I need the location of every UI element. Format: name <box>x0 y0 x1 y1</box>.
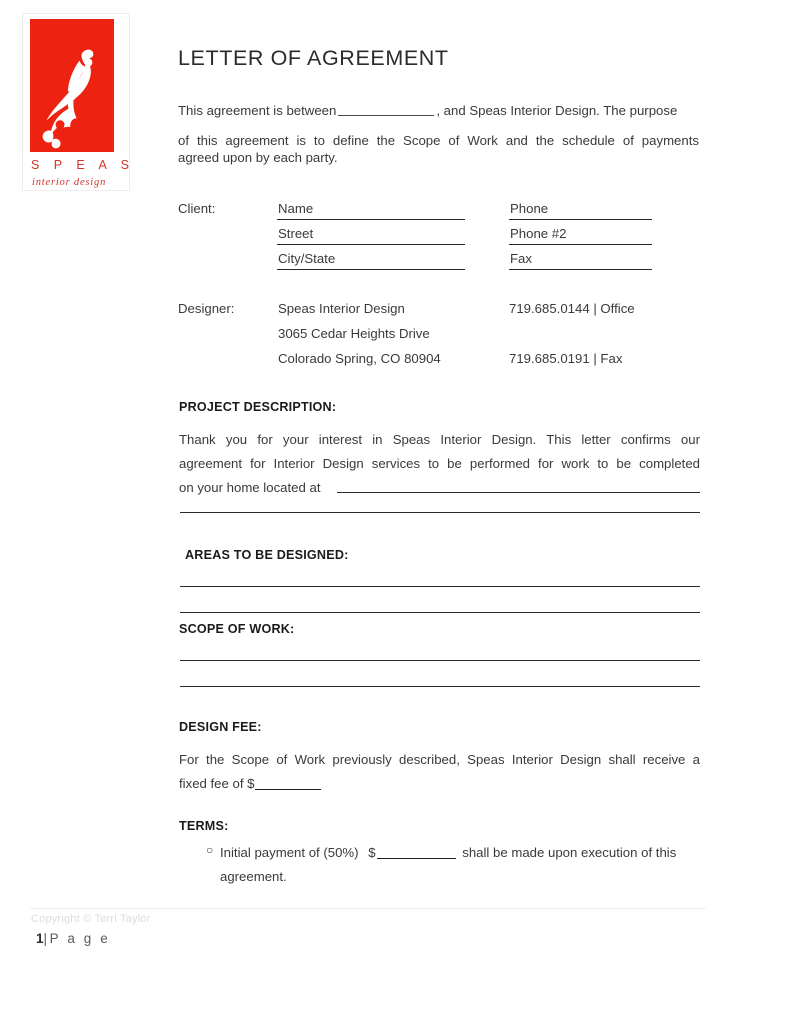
footer-page-number <box>36 931 110 946</box>
design-fee-body <box>179 748 700 796</box>
page-word: P a g e <box>49 931 111 946</box>
client-citystate-input[interactable] <box>277 269 465 270</box>
client-field-phone2: Phone #2 <box>510 226 567 241</box>
page-separator: | <box>43 931 50 946</box>
logo-wordmark: S P E A S <box>31 158 135 172</box>
designer-street: 3065 Cedar Heights Drive <box>278 326 430 341</box>
intro-line-3: agreed upon by each party. <box>178 150 338 165</box>
company-logo <box>22 13 135 191</box>
project-address-input[interactable] <box>337 492 700 493</box>
designer-citystate: Colorado Spring, CO 80904 <box>278 351 441 366</box>
intro-line-2-block <box>178 132 699 166</box>
intro-line-1-before: This agreement is between <box>178 103 337 118</box>
designer-label: Designer: <box>178 301 235 316</box>
footer-divider <box>30 908 706 909</box>
design-fee-line-2: fixed fee of $ <box>179 772 700 796</box>
scope-heading: SCOPE OF WORK: <box>179 622 295 636</box>
client-label: Client: <box>178 201 216 216</box>
page-number-value: 1 <box>36 931 44 946</box>
designer-office-phone: 719.685.0144 | Office <box>509 301 635 316</box>
designer-company: Speas Interior Design <box>278 301 405 316</box>
logo-tagline: interior design <box>32 177 107 188</box>
project-description-line-2: agreement for Interior Design services to be performed for work to be completed <box>179 456 700 471</box>
speas-bird-figure-icon <box>30 19 114 152</box>
scope-input-1[interactable] <box>180 660 700 661</box>
areas-input-2[interactable] <box>180 612 700 613</box>
footer-copyright: Copyright © Terri Taylor <box>31 913 151 925</box>
client-fax-input[interactable] <box>509 269 652 270</box>
project-description-line-1: Thank you for your interest in Speas Interior Design. This letter confirms our <box>179 432 700 447</box>
project-description-line-3: on your home located at <box>179 480 321 495</box>
terms-heading: TERMS: <box>179 819 229 833</box>
client-field-citystate: City/State <box>278 251 336 266</box>
client-phone-input[interactable] <box>509 219 652 220</box>
design-fee-line-1: For the Scope of Work previously described, Speas Interior Design shall receive a <box>179 752 700 767</box>
client-field-phone: Phone <box>510 201 549 216</box>
terms-item-1 <box>220 841 700 865</box>
client-phone2-input[interactable] <box>509 244 652 245</box>
client-field-name: Name <box>278 201 314 216</box>
terms-initial-payment-input[interactable] <box>377 846 456 859</box>
scope-input-2[interactable] <box>180 686 700 687</box>
intro-line-2: of this agreement is to define the Scope of Work and the schedule of payments <box>178 133 699 148</box>
client-street-input[interactable] <box>277 244 465 245</box>
client-name-input[interactable] <box>277 219 465 220</box>
design-fee-amount-input[interactable] <box>255 777 321 790</box>
project-address-input-2[interactable] <box>180 512 700 513</box>
terms-item-1-after: shall be made upon execution of this <box>462 845 677 860</box>
project-description-body <box>179 428 700 500</box>
design-fee-heading: DESIGN FEE: <box>179 720 262 734</box>
terms-bullet-icon: ○ <box>206 843 214 857</box>
terms-item-1-before: Initial payment of (50%) <box>220 845 359 860</box>
project-description-heading: PROJECT DESCRIPTION: <box>179 400 337 414</box>
page-title: LETTER OF AGREEMENT <box>178 46 449 70</box>
areas-heading: AREAS TO BE DESIGNED: <box>185 548 349 562</box>
terms-item-1-continued: agreement. <box>220 869 287 884</box>
party-name-blank[interactable] <box>338 104 434 116</box>
areas-input-1[interactable] <box>180 586 700 587</box>
client-field-fax: Fax <box>510 251 532 266</box>
client-field-street: Street <box>278 226 314 241</box>
designer-fax-phone: 719.685.0191 | Fax <box>509 351 623 366</box>
intro-line-1 <box>178 102 677 119</box>
intro-line-1-after: , and Speas Interior Design. The purpose <box>436 103 678 118</box>
terms-item-1-currency: $ <box>368 845 376 860</box>
